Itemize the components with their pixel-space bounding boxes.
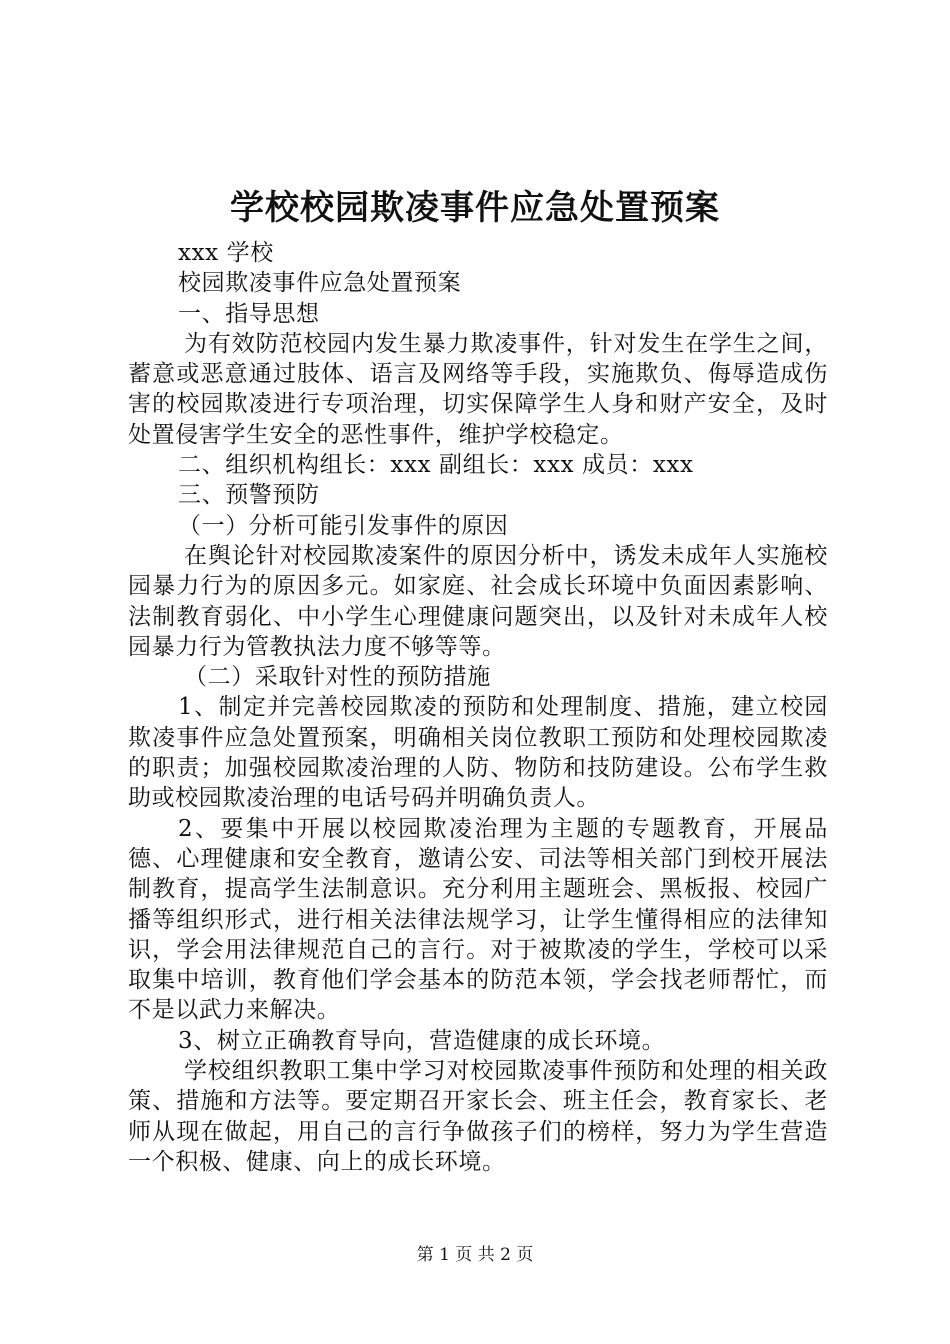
- measure-item-3: 3、树立正确教育导向，营造健康的成长环境。: [178, 1027, 666, 1054]
- page-footer: 第 1 页 共 2 页: [416, 1245, 534, 1265]
- subtitle-line: 校园欺凌事件应急处置预案: [178, 270, 462, 297]
- measure-item-1: 1、制定并完善校园欺凌的预防和处理制度、措施，建立校园欺凌事件应急处置预案，明确相关岗位教职工预防和处理校园欺凌的职责；加强校园欺凌治理的人防、物防和技防建设。公布学生救助或校园欺凌治理的电话号码并明确负责人。: [128, 694, 828, 812]
- measure-item-2: 2、要集中开展以校园欺凌治理为主题的专题教育，开展品德、心理健康和安全教育，邀请公安、司法等相关部门到校开展法制教育，提高学生法制意识。充分利用主题班会、黑板报、校园广播等组织形式，进行相关法律法规学习，让学生懂得相应的法律知识，学会用法律规范自己的言行。对于被欺凌的学生，学校可以采取集中培训，教育他们学会基本的防范本领，学会找老师帮忙，而不是以武力来解决。: [128, 815, 828, 1024]
- paragraph-causes: 在舆论针对校园欺凌案件的原因分析中，诱发未成年人实施校园暴力行为的原因多元。如家庭、社会成长环境中负面因素影响、法制教育弱化、中小学生心理健康问题突出，以及针对未成年人校园暴力行为管教执法力度不够等等。: [128, 542, 828, 660]
- section-heading-3: 三、预警预防: [178, 482, 320, 509]
- subsection-heading-2: （二）采取针对性的预防措施: [184, 664, 491, 691]
- school-name: xxx 学校: [178, 240, 274, 266]
- document-title: 学校校园欺凌事件应急处置预案: [230, 188, 720, 228]
- paragraph-guiding-thought: 为有效防范校园内发生暴力欺凌事件，针对发生在学生之间，蓄意或恶意通过肢体、语言及网络等手段，实施欺负、侮辱造成伤害的校园欺凌进行专项治理，切实保障学生人身和财产安全，及时处置侵害学生安全的恶性事件，维护学校稳定。: [128, 330, 828, 448]
- paragraph-staff-study: 学校组织教职工集中学习对校园欺凌事件预防和处理的相关政策、措施和方法等。要定期召开家长会、班主任会，教育家长、老师从现在做起，用自己的言行争做孩子们的榜样，努力为学生营造一个积极、健康、向上的成长环境。: [128, 1058, 828, 1175]
- subsection-heading-1: （一）分析可能引发事件的原因: [178, 512, 509, 539]
- document-body: [128, 238, 828, 1177]
- section-heading-2: 二、组织机构组长：xxx 副组长：xxx 成员：xxx: [178, 452, 694, 479]
- section-heading-1: 一、指导思想: [178, 300, 320, 327]
